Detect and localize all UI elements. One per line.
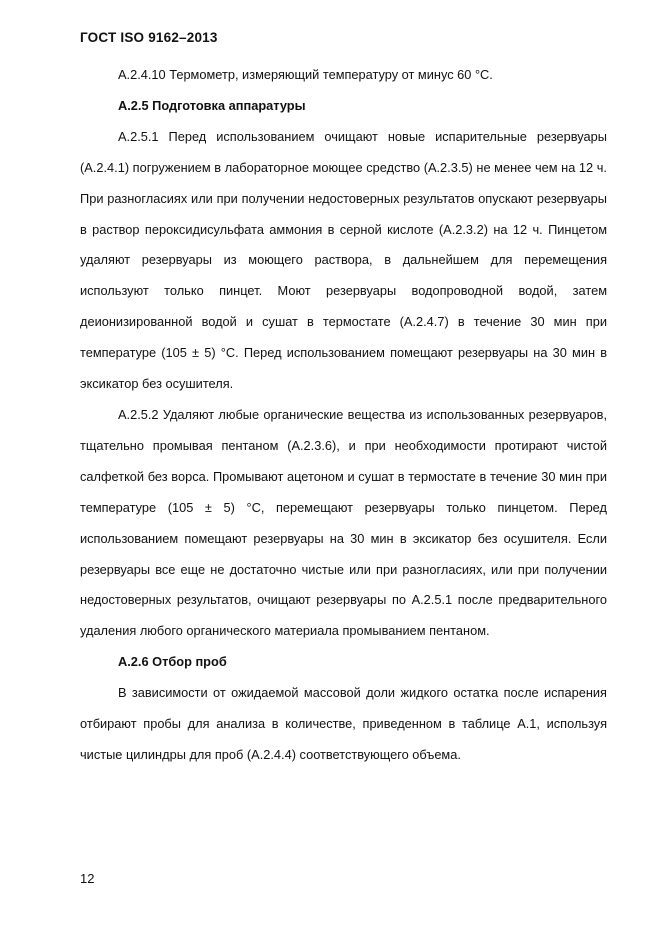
document-body bbox=[80, 60, 607, 771]
paragraph-a-2-5-1: А.2.5.1 Перед использованием очищают новые испарительные резервуары (А.2.4.1) погружением в лабораторное моющее средство (А.2.3.5) не менее чем на 12 ч. При разногласиях или при получении недостоверных результатов опускают резервуары в раствор пероксидисульфата аммония в серной кислоте (А.2.3.2) на 12 ч. Пинцетом удаляют резервуары из моющего раствора, в дальнейшем для перемещения используют только пинцет. Моют резервуары водопроводной водой, затем деионизированной водой и сушат в термостате (А.2.4.7) в течение 30 мин при температуре (105 ± 5) °С. Перед использованием помещают резервуары на 30 мин в эксикатор без осушителя. bbox=[80, 128, 607, 392]
document-header: ГОСТ ISO 9162–2013 bbox=[80, 30, 218, 45]
paragraph-a-2-6: В зависимости от ожидаемой массовой доли жидкого остатка после испарения отбирают пробы для анализа в количестве, приведенном в таблице А.1, используя чистые цилиндры для проб (А.2.4.4) соответствующего объема. bbox=[80, 685, 607, 762]
paragraph-a-2-5-2: А.2.5.2 Удаляют любые органические вещества из использованных резервуаров, тщательно промывая пентаном (А.2.3.6), и при необходимости протирают чистой салфеткой без ворса. Промывают ацетоном и сушат в термостате в течение 30 мин при температуре (105 ± 5) °С, перемещают резервуары только пинцетом. Перед использованием помещают резервуары на 30 мин в эксикатор без осушителя. Если резервуары все еще не достаточно чистые или при разногласиях, или при получении недостоверных результатов, очищают резервуары по А.2.5.1 после предварительного удаления любого органического материала промыванием пентаном. bbox=[80, 406, 607, 639]
section-heading-a-2-5: А.2.5 Подготовка аппаратуры bbox=[118, 97, 306, 113]
paragraph-a-2-4-10: А.2.4.10 Термометр, измеряющий температуру от минус 60 °С. bbox=[118, 67, 493, 82]
page-number: 12 bbox=[80, 871, 95, 886]
section-heading-a-2-6: А.2.6 Отбор проб bbox=[118, 654, 227, 670]
